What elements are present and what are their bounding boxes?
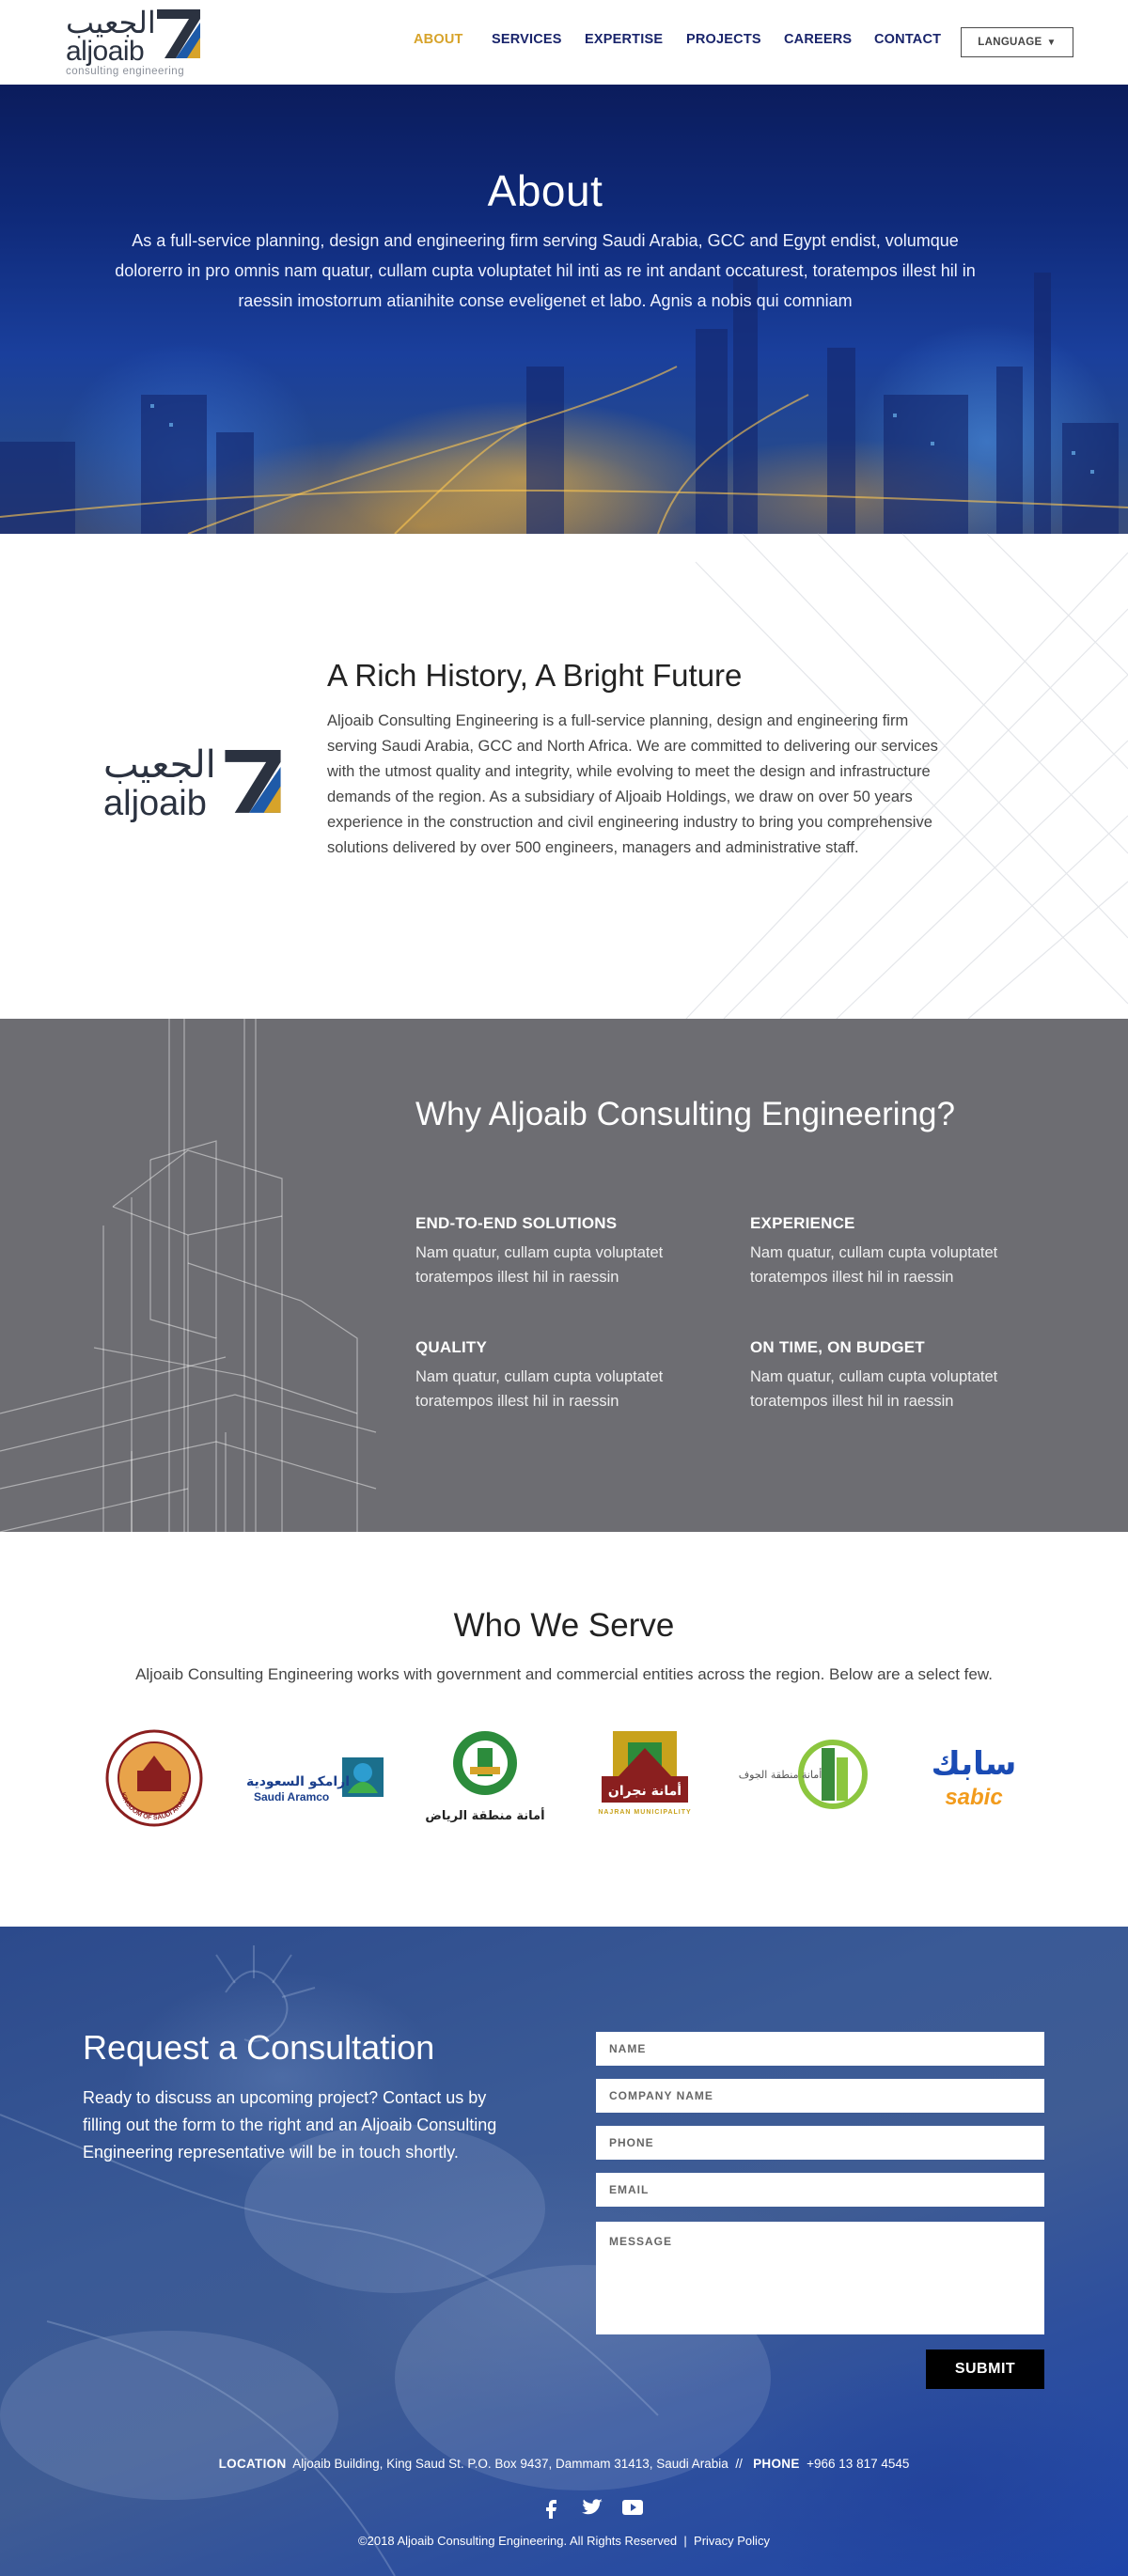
saudi-aramco-icon	[246, 1729, 384, 1833]
feature-text: Nam quatur, cullam cupta voluptatet toratempos illest hil in raessin	[750, 1244, 998, 1286]
feature-end-to-end	[415, 1214, 716, 1289]
phone-placeholder: PHONE	[609, 2136, 654, 2149]
history-logo-mark-icon	[224, 750, 282, 818]
company-placeholder: COMPANY NAME	[609, 2089, 713, 2102]
sabic-icon	[923, 1729, 1025, 1833]
hero-banner	[0, 85, 1128, 534]
twitter-icon[interactable]	[580, 2496, 604, 2519]
facebook-icon[interactable]	[540, 2496, 564, 2519]
logo-mark-icon	[157, 9, 200, 62]
feature-heading: END-TO-END SOLUTIONS	[415, 1214, 618, 1232]
feature-heading: EXPERIENCE	[750, 1214, 855, 1232]
history-section	[0, 534, 1128, 1019]
footer-contact-line	[0, 2457, 1128, 2471]
logo-arabic: الجعيب	[66, 5, 156, 40]
copyright-divider: |	[683, 2534, 687, 2548]
feature-experience	[750, 1214, 1051, 1289]
site-logo[interactable]	[66, 5, 207, 79]
svg-text:sabic: sabic	[945, 1785, 1003, 1810]
language-label: LANGUAGE	[978, 37, 1042, 48]
nav-about[interactable]: ABOUT	[414, 32, 463, 47]
submit-button[interactable]: SUBMIT	[926, 2350, 1044, 2389]
nav-careers[interactable]: CAREERS	[784, 32, 853, 47]
hero-title: About	[487, 166, 603, 215]
history-logo	[103, 743, 291, 831]
name-placeholder: NAME	[609, 2042, 647, 2055]
language-button[interactable]	[961, 27, 1073, 57]
nav-projects[interactable]: PROJECTS	[686, 32, 761, 47]
svg-text:أمانة نجران: أمانة نجران	[607, 1784, 682, 1799]
consultation-title: Request a Consultation	[83, 2028, 435, 2067]
history-title: A Rich History, A Bright Future	[327, 658, 743, 693]
aljouf-municipality-icon	[738, 1729, 870, 1833]
logo-english: aljoaib	[66, 36, 145, 67]
history-logo-arabic: الجعيب	[103, 743, 216, 787]
location-label: LOCATION	[218, 2457, 287, 2471]
message-textarea[interactable]	[596, 2222, 1044, 2334]
feature-heading: QUALITY	[415, 1338, 488, 1356]
svg-text:أمانة منطقة الرياض: أمانة منطقة الرياض	[425, 1809, 545, 1823]
svg-text:KINGDOM OF SAUDI ARABIA: KINGDOM OF SAUDI ARABIA	[118, 1790, 190, 1822]
phone-input[interactable]	[596, 2126, 1044, 2160]
kingdom-seal-icon	[105, 1729, 203, 1833]
phone-number[interactable]: +966 13 817 4545	[807, 2457, 910, 2471]
clients-title: Who We Serve	[453, 1607, 675, 1644]
why-title: Why Aljoaib Consulting Engineering?	[415, 1096, 955, 1132]
history-logo-english: aljoaib	[103, 784, 207, 823]
svg-text:ارامكو السعودية: ارامكو السعودية	[246, 1774, 351, 1789]
site-header	[0, 0, 1128, 85]
svg-text:Saudi Aramco: Saudi Aramco	[254, 1790, 330, 1803]
nav-contact[interactable]: CONTACT	[874, 32, 942, 47]
logo-tagline: consulting engineering	[66, 66, 185, 77]
feature-text: Nam quatur, cullam cupta voluptatet toratempos illest hil in raessin	[750, 1368, 998, 1410]
name-input[interactable]	[596, 2032, 1044, 2066]
copyright-text: ©2018 Aljoaib Consulting Engineering. All Rights Reserved	[358, 2534, 678, 2548]
svg-text:أمانة منطقة الجوف: أمانة منطقة الجوف	[738, 1769, 822, 1781]
location-address: Aljoaib Building, King Saud St. P.O. Box 9437, Dammam 31413, Saudi Arabia	[292, 2457, 728, 2471]
company-input[interactable]	[596, 2079, 1044, 2113]
contact-separator: //	[735, 2457, 743, 2471]
clients-text: Aljoaib Consulting Engineering works with government and commercial entities across the region. Below are a select few.	[135, 1665, 993, 1683]
message-placeholder: MESSAGE	[609, 2235, 673, 2248]
svg-text:NAJRAN MUNICIPALITY: NAJRAN MUNICIPALITY	[598, 1809, 692, 1816]
youtube-icon[interactable]	[620, 2496, 645, 2519]
client-aljouf-municipality	[738, 1729, 870, 1833]
svg-text:سابك: سابك	[931, 1745, 1017, 1783]
client-riyadh-municipality	[425, 1729, 545, 1833]
wireframe-building-image	[0, 1019, 376, 1532]
feature-text: Nam quatur, cullam cupta voluptatet toratempos illest hil in raessin	[415, 1368, 664, 1410]
clients-section	[0, 1532, 1128, 1927]
najran-municipality-icon	[590, 1729, 699, 1833]
feature-text: Nam quatur, cullam cupta voluptatet toratempos illest hil in raessin	[415, 1244, 664, 1286]
client-najran-municipality	[590, 1729, 699, 1833]
email-input[interactable]	[596, 2173, 1044, 2207]
nav-services[interactable]: SERVICES	[492, 32, 562, 47]
history-text: Aljoaib Consulting Engineering is a full-service planning, design and engineering firm serving Saudi Arabia, GCC and North Africa. We are committed to delivering our services with the utmost quality and integrity, while evolving to meet the design and infrastructure demands of the region. As a subsidiary of Aljoaib Holdings, we draw on over 50 years experience in the construction and civil engineering industry to bring you comprehensive solutions delivered by over 500 engineers, managers and administrative staff.	[327, 712, 938, 856]
caret-down-icon: ▼	[1046, 37, 1057, 48]
client-sabic	[923, 1729, 1025, 1833]
riyadh-municipality-icon	[425, 1729, 545, 1833]
consultation-text: Ready to discuss an upcoming project? Contact us by filling out the form to the right and an Aljoaib Consulting Engineering representative will be in touch shortly.	[83, 2088, 497, 2162]
copyright-line	[0, 2534, 1128, 2548]
feature-on-time	[750, 1338, 1051, 1413]
feature-quality	[415, 1338, 716, 1413]
consultation-section	[0, 1927, 1128, 2576]
why-section	[0, 1019, 1128, 1532]
privacy-policy-link[interactable]: Privacy Policy	[694, 2534, 770, 2548]
client-kingdom-of-saudi-arabia	[105, 1729, 203, 1833]
phone-label: PHONE	[753, 2457, 800, 2471]
nav-expertise[interactable]: EXPERTISE	[585, 32, 664, 47]
hero-text: As a full-service planning, design and engineering firm serving Saudi Arabia, GCC and Egypt endist, volumque dolorerro in pro omnis nam quatur, cullam cupta voluptatet hil inti as re int andant occaturest, toratempos illest hil in raessin imostorrum atianihite conse eveligenet et labo. Agnis a nobis qui comniam	[115, 231, 976, 310]
email-placeholder: EMAIL	[609, 2183, 650, 2196]
feature-heading: ON TIME, ON BUDGET	[750, 1338, 925, 1356]
client-saudi-aramco	[246, 1729, 384, 1833]
